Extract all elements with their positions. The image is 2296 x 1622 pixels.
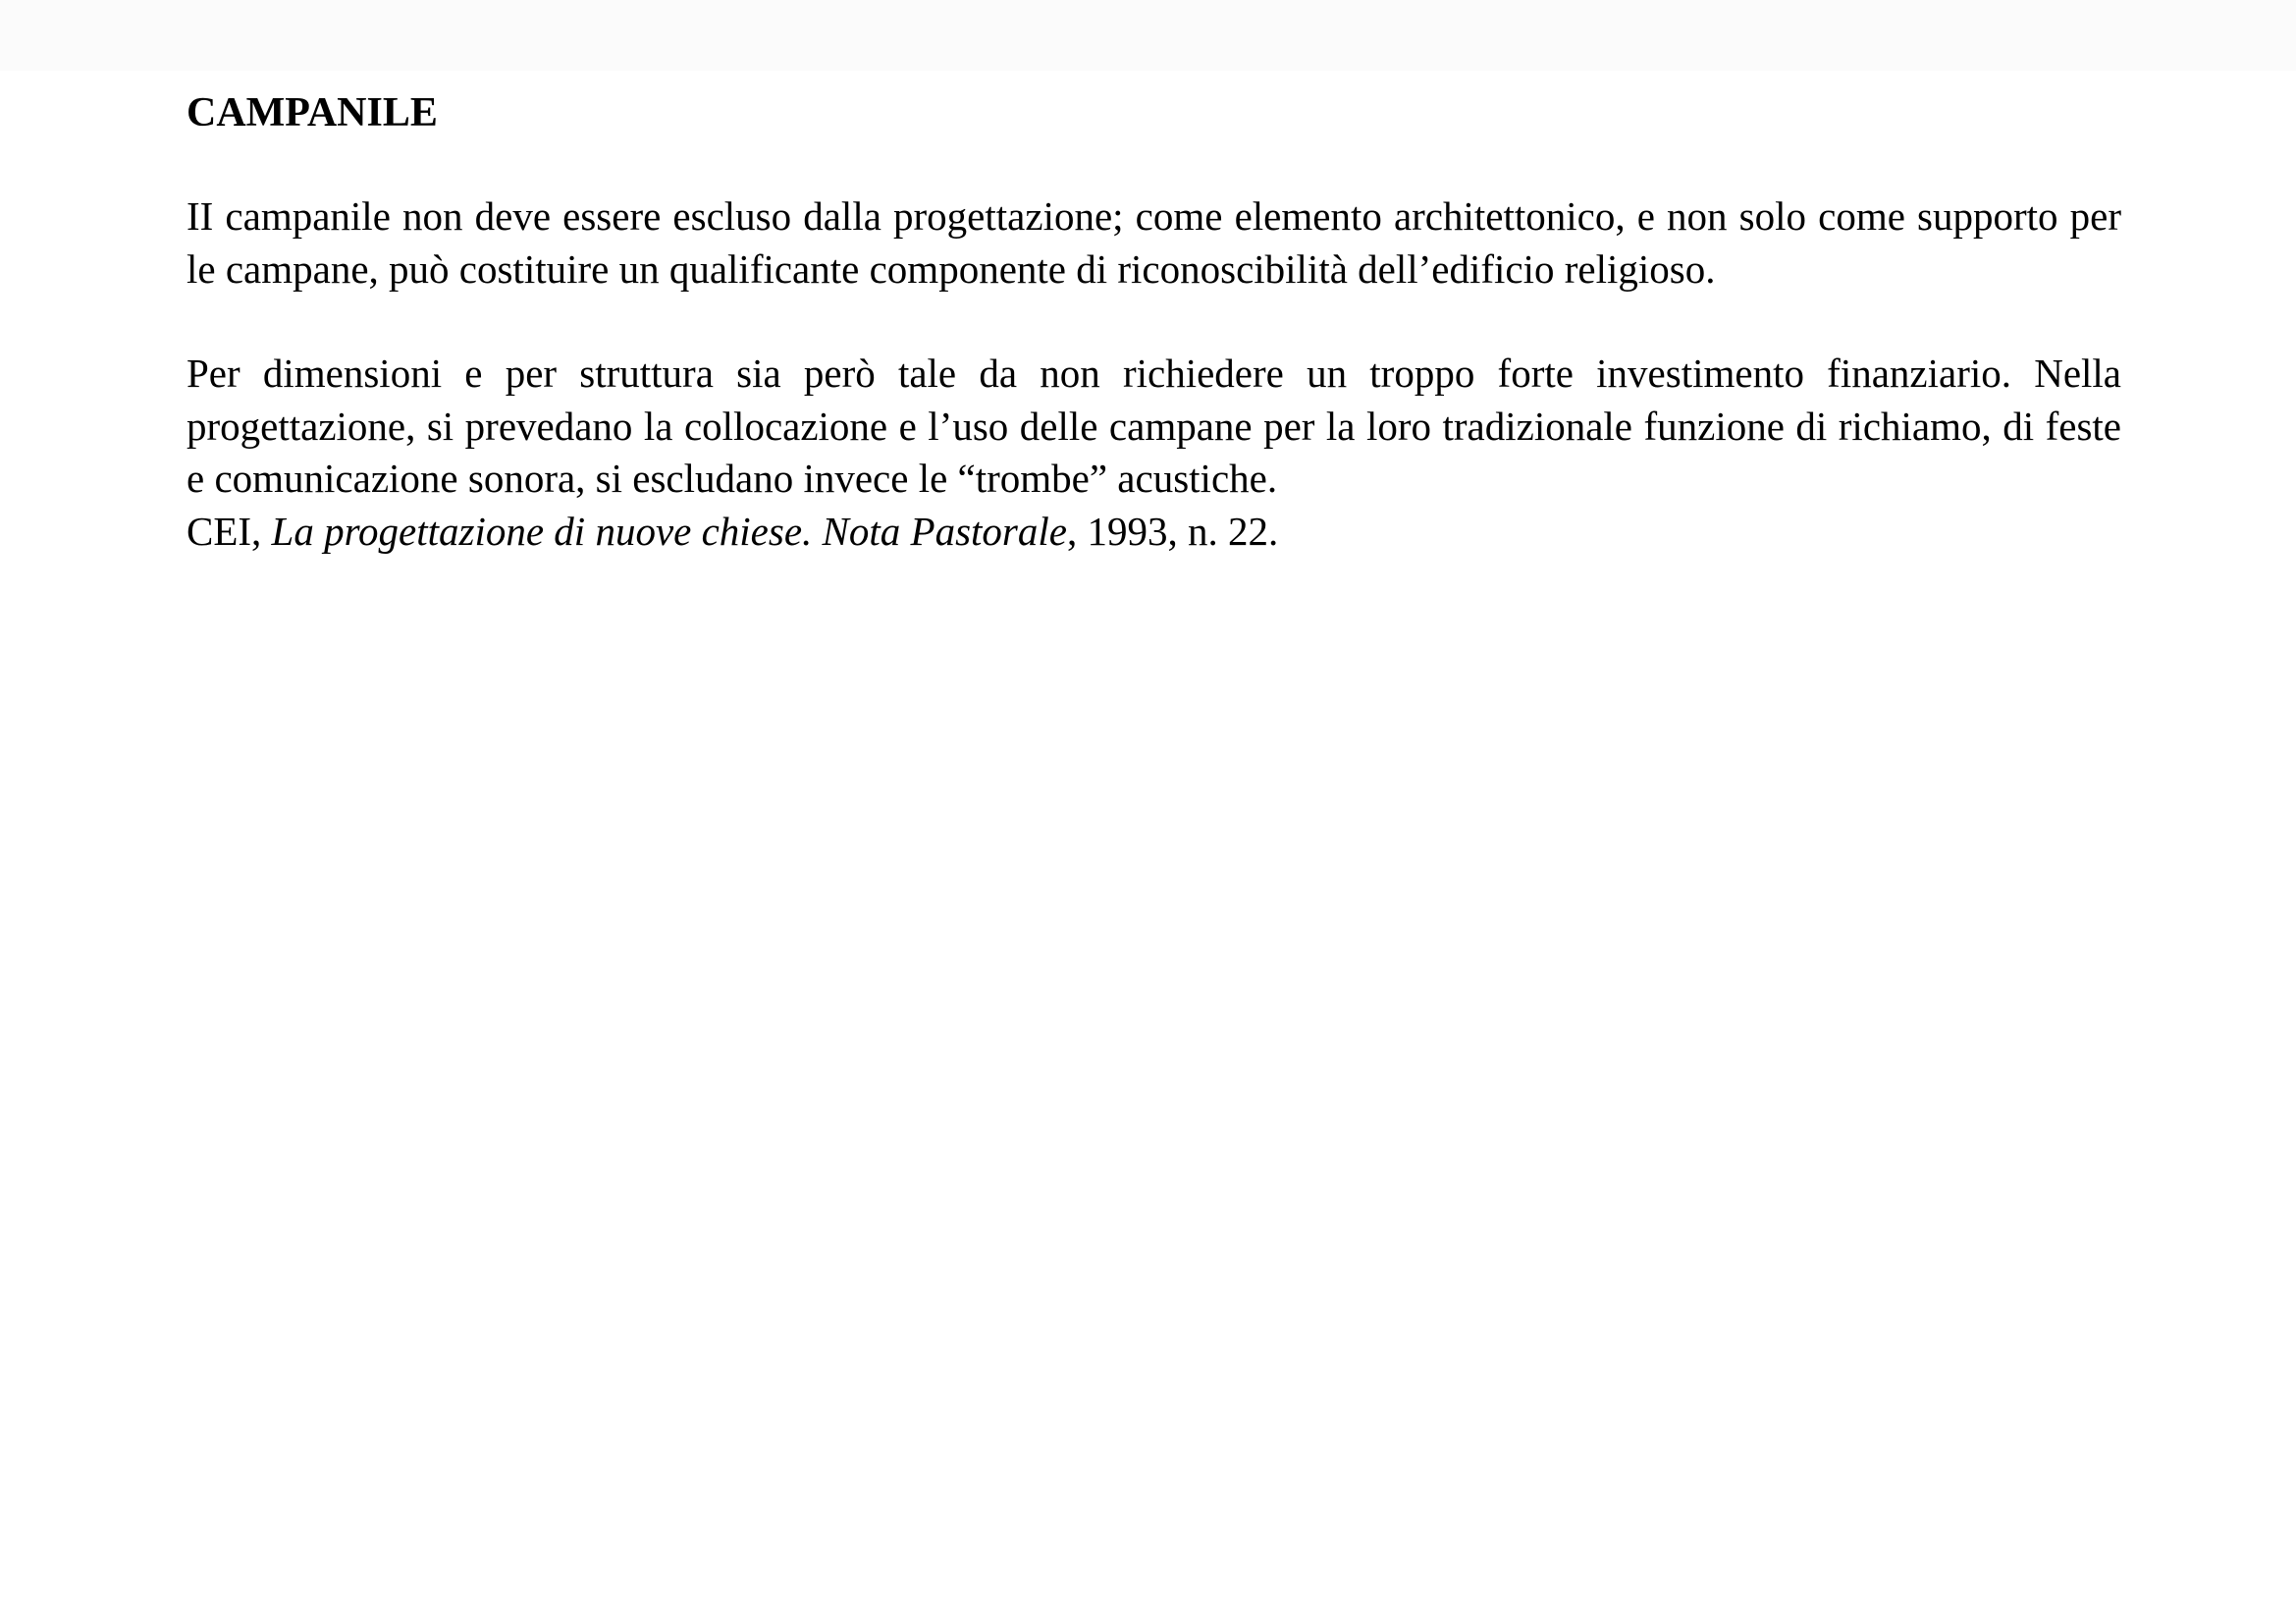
paragraph-campanile-design: II campanile non deve essere escluso dalla progettazione; come elemento architettonico, e non solo come supporto per le campane, può costituire un qualificante componente di riconoscibilità dell’edificio religioso.: [187, 193, 2121, 292]
document-heading: CAMPANILE: [187, 90, 438, 135]
page-top-strip: [0, 0, 2296, 71]
citation-details: , 1993, n. 22.: [1066, 508, 1279, 554]
citation-title: La progettazione di nuove chiese. Nota Pastorale: [271, 508, 1067, 554]
document-page: [187, 84, 2121, 558]
citation-author: CEI,: [187, 508, 262, 554]
paragraph-campanile-structure: Per dimensioni e per struttura sia però tale da non richiedere un troppo forte investimento finanziario. Nella progettazione, si prevedano la collocazione e l’uso delle campane per la loro tradizionale funzione di richiamo, di feste e comunicazione sonora, si escludano invece le “trombe” acustiche.: [187, 351, 2121, 501]
citation: [187, 506, 2121, 559]
